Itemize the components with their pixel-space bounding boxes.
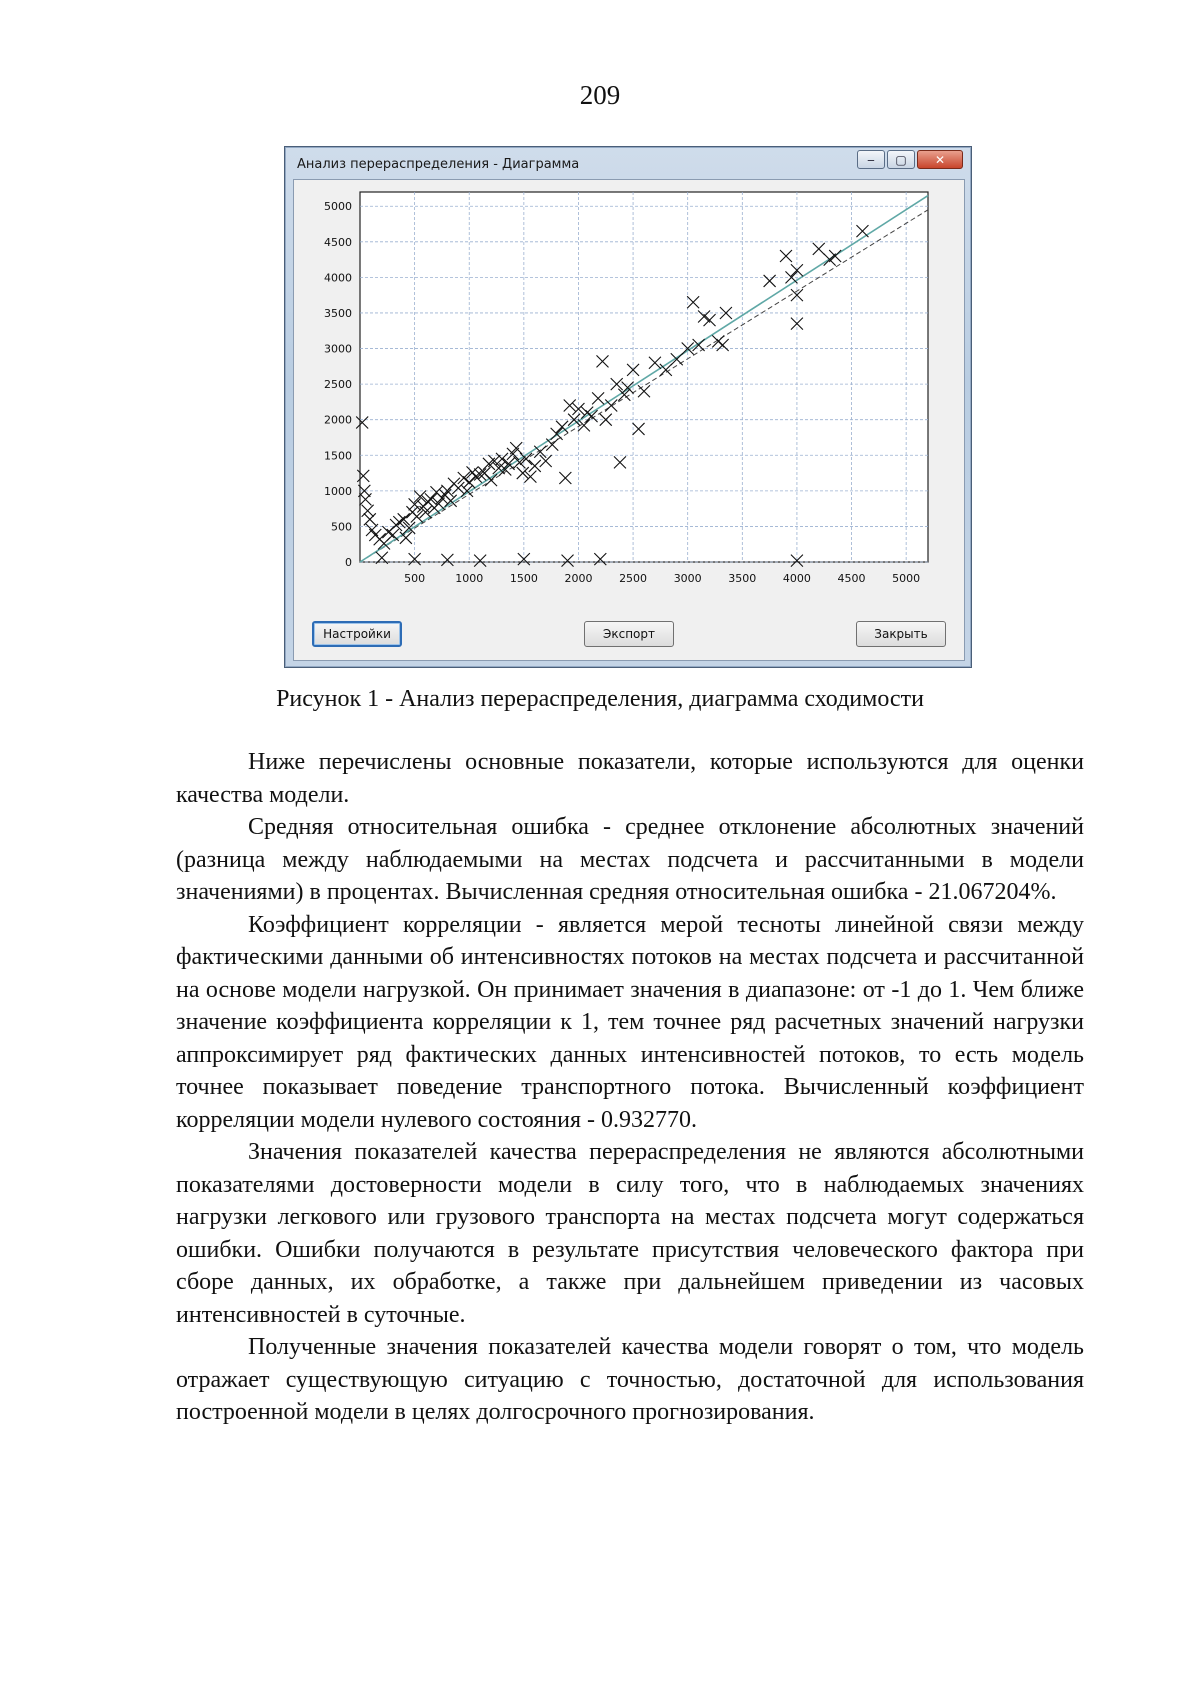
x-tick-label: 3500	[728, 572, 757, 585]
close-icon[interactable]: ✕	[917, 150, 963, 169]
scatter-chart	[294, 180, 964, 610]
x-tick-label: 500	[404, 572, 426, 585]
y-tick-label: 3000	[324, 342, 352, 356]
paragraph: Полученные значения показателей качества модели говорят о том, что модель отражает существующую ситуацию с точностью, достаточной для использования построенной модели в целях долгосрочного прогнозирования.	[176, 1334, 1084, 1425]
maximize-icon[interactable]: ▢	[887, 150, 915, 169]
y-tick-label: 4500	[324, 235, 352, 249]
paragraph: Значения показателей качества перераспределения не являются абсолютными показателями достоверности модели в силу того, что в наблюдаемых значениях нагрузки легкового или грузового транспорта на местах подсчета могут содержаться ошибки. Ошибки получаются в результате присутствия человеческого фактора при сборе данных, их обработке, а также при дальнейшем приведении из часовых интенсивностей в суточные.	[176, 1139, 1084, 1328]
page-number: 209	[579, 80, 621, 110]
window-controls	[857, 150, 963, 169]
y-tick-label: 1500	[324, 449, 352, 463]
y-tick-label: 500	[331, 520, 352, 534]
x-tick-label: 1000	[455, 572, 484, 585]
y-tick-label: 2000	[324, 413, 352, 427]
paragraph: Коэффициент корреляции - является мерой тесноты линейной связи между фактическими данными об интенсивностях потоков на местах подсчета и рассчитанной на основе модели нагрузкой. Он принимает значения в диапазоне: от -1 до 1. Чем ближе значение коэффициента корреляции к 1, тем точнее ряд расчетных значений нагрузки аппроксимирует ряд фактических данных интенсивностей потоков, то есть модель точнее показывает поведение транспортного потока. Вычисленный коэффициент корреляции модели нулевого состояния - 0.932770.	[176, 911, 1084, 1133]
y-tick-label: 0	[345, 556, 352, 569]
y-tick-label: 2500	[324, 378, 352, 392]
y-tick-label: 5000	[324, 200, 352, 214]
x-tick-label: 4500	[837, 572, 866, 585]
x-tick-label: 2000	[564, 572, 593, 585]
y-tick-label: 1000	[324, 484, 352, 498]
paragraph: Ниже перечислены основные показатели, которые используются для оценки качества модели.	[176, 749, 1084, 808]
settings-button[interactable]: Настройки	[312, 621, 402, 647]
paragraph: Средняя относительная ошибка - среднее отклонение абсолютных значений (разница между наблюдаемыми на местах подсчета и рассчитанными в модели значениями) в процентах. Вычисленная средняя относительная ошибка - 21.067204%.	[176, 814, 1084, 905]
body-text	[176, 746, 1084, 1429]
chart-panel	[293, 179, 965, 661]
figure-caption: Рисунок 1 - Анализ перераспределения, диаграмма сходимости	[276, 686, 924, 712]
minimize-icon[interactable]: ‒	[857, 150, 885, 169]
y-tick-label: 3500	[324, 306, 352, 320]
window-title: Анализ перераспределения - Диаграмма	[297, 157, 580, 172]
export-button[interactable]: Экспорт	[584, 621, 674, 647]
x-tick-label: 2500	[619, 572, 648, 585]
dialog-window	[284, 146, 972, 668]
close-button[interactable]: Закрыть	[856, 621, 946, 647]
x-tick-label: 5000	[892, 572, 921, 585]
y-tick-label: 4000	[324, 271, 352, 285]
x-tick-label: 3000	[673, 572, 702, 585]
x-tick-label: 4000	[782, 572, 811, 585]
x-tick-label: 1500	[509, 572, 538, 585]
